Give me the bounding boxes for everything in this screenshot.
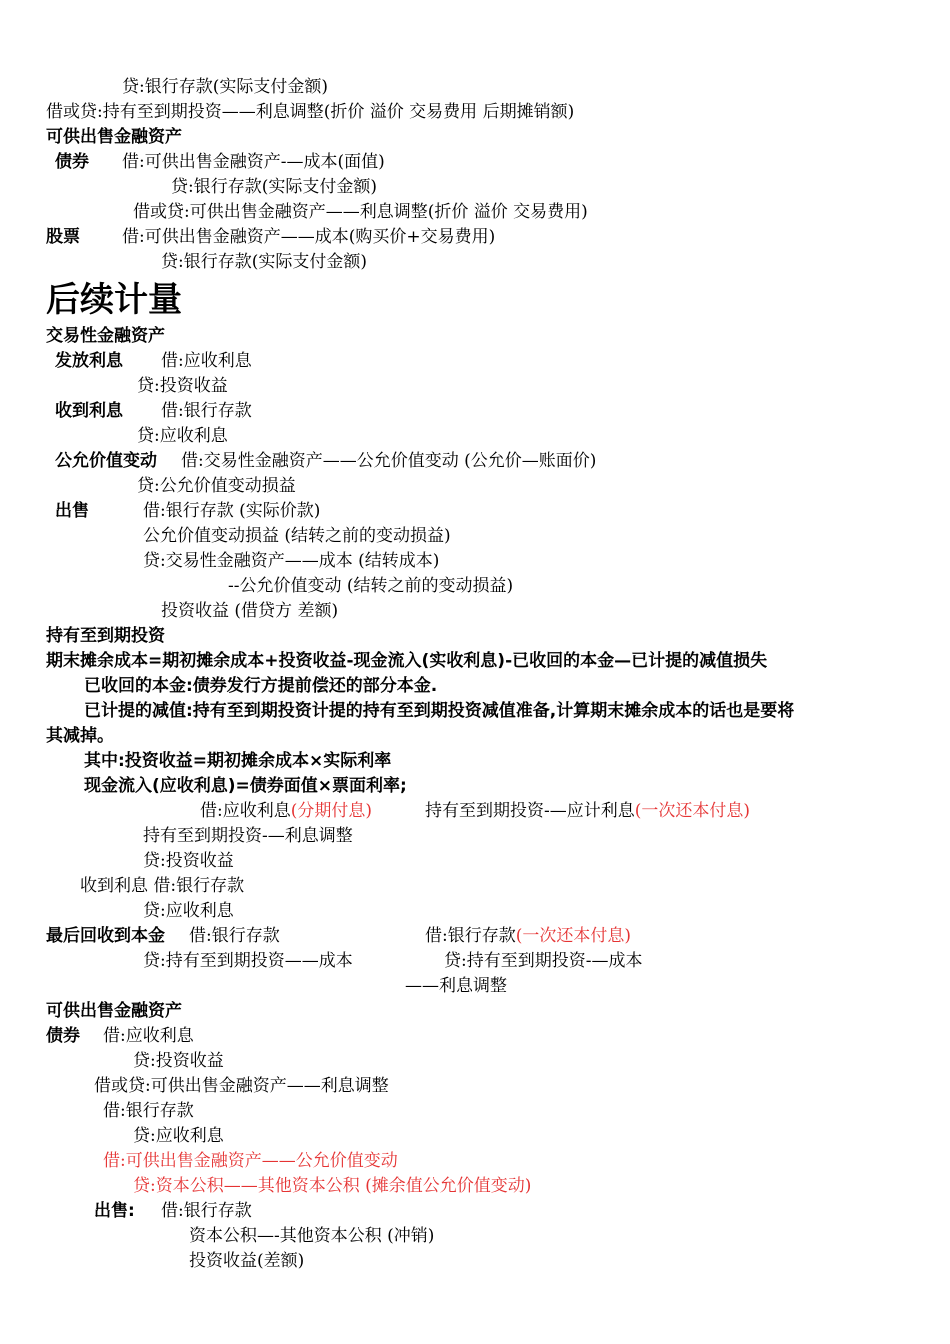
section-title-htm-investment: 持有至到期投资 — [46, 626, 165, 646]
entry-afs-interest-adjustment: 借或贷:可供出售金融资产——利息调整(折价 溢价 交易费用) — [133, 202, 588, 222]
entry-debit-trading-fair-value: 借:交易性金融资产——公允价值变动 (公允价—账面价) — [181, 451, 597, 471]
entry-credit-trading-cost: 贷:交易性金融资产——成本 (结转成本) — [143, 551, 440, 571]
entry-debit-bank-deposit-actual: 借:银行存款 (实际价款) — [143, 501, 321, 521]
entry-credit-fair-value-gain-loss: 贷:公允价值变动损益 — [137, 476, 296, 496]
entry-text: 持有至到期投资-—应计利息 — [425, 801, 635, 821]
entry-credit-capital-reserve: 贷:资本公积——其他资本公积 (摊余值公允价值变动) — [133, 1176, 532, 1196]
entry-credit-investment-income: 贷:投资收益 — [143, 851, 234, 871]
entry-debit-bank-deposit: 借:银行存款 — [103, 1101, 194, 1121]
entry-text: 借:银行存款 — [425, 926, 516, 946]
formula-cash-inflow: 现金流入(应收利息)=债券面值×票面利率; — [84, 776, 407, 796]
entry-credit-interest-receivable: 贷:应收利息 — [133, 1126, 224, 1146]
entry-debit-interest-receivable: 借:应收利息 — [103, 1026, 194, 1046]
label-sale: 出售 — [55, 501, 89, 521]
section-title-trading-assets: 交易性金融资产 — [46, 326, 165, 346]
heading-subsequent-measurement: 后续计量 — [46, 280, 182, 320]
entry-interest-adjustment: 借或贷:持有至到期投资——利息调整(折价 溢价 交易费用 后期摊销额) — [46, 102, 575, 122]
entry-htm-accrued-interest — [425, 799, 750, 823]
note-installment-interest: (分期付息) — [290, 801, 372, 821]
entry-fair-value-gain-loss-transfer: 公允价值变动损益 (结转之前的变动损益) — [143, 526, 451, 546]
label-final-principal-recovery: 最后回收到本金 — [46, 926, 165, 946]
label-stock: 股票 — [46, 227, 80, 247]
entry-credit-interest-receivable: 贷:应收利息 — [143, 901, 234, 921]
entry-debit-afs-cost-purchase: 借:可供出售金融资产——成本(购买价+交易费用) — [122, 227, 496, 247]
entry-interest-received-debit-bank: 收到利息 借:银行存款 — [80, 876, 245, 896]
entry-htm-interest-adjustment: 持有至到期投资-—利息调整 — [143, 826, 353, 846]
entry-credit-bank-deposit: 贷:银行存款(实际支付金额) — [171, 177, 377, 197]
note-impairment-cont: 其减掉。 — [46, 726, 114, 746]
entry-investment-income-difference: 投资收益 (借贷方 差额) — [161, 601, 339, 621]
section-title-afs-assets: 可供出售金融资产 — [46, 1001, 182, 1021]
note-impairment: 已计提的减值:持有至到期投资计提的持有至到期投资减值准备,计算期末摊余成本的话也是要将 — [84, 701, 795, 721]
entry-debit-bank-deposit: 借:银行存款 — [161, 401, 252, 421]
formula-amortized-cost: 期末摊余成本=期初摊余成本+投资收益-现金流入(实收利息)-已收回的本金—已计提的减值损失 — [46, 651, 768, 671]
label-bond: 债券 — [46, 1026, 80, 1046]
entry-credit-bank-deposit: 贷:银行存款(实际支付金额) — [122, 77, 328, 97]
formula-investment-income: 其中:投资收益=期初摊余成本×实际利率 — [84, 751, 392, 771]
entry-debit-afs-fair-value: 借:可供出售金融资产——公允价值变动 — [103, 1151, 398, 1171]
entry-credit-interest-receivable: 贷:应收利息 — [137, 426, 228, 446]
entry-debit-bank-deposit-lump — [425, 924, 631, 948]
label-bond: 债券 — [55, 152, 89, 172]
entry-debit-bank-deposit: 借:银行存款 — [189, 926, 280, 946]
entry-debit-interest-receivable: 借:应收利息 — [161, 351, 252, 371]
label-interest-received: 收到利息 — [55, 401, 123, 421]
entry-debit-interest-receivable — [200, 799, 372, 823]
entry-credit-investment-income: 贷:投资收益 — [137, 376, 228, 396]
entry-investment-income-difference: 投资收益(差额) — [189, 1251, 305, 1271]
entry-credit-investment-income: 贷:投资收益 — [133, 1051, 224, 1071]
entry-afs-interest-adjustment: 借或贷:可供出售金融资产——利息调整 — [94, 1076, 389, 1096]
entry-capital-reserve-reversal: 资本公积—-其他资本公积 (冲销) — [189, 1226, 435, 1246]
entry-credit-htm-cost-lump: 贷:持有至到期投资-—成本 — [444, 951, 643, 971]
entry-debit-afs-cost: 借:可供出售金融资产-—成本(面值) — [122, 152, 385, 172]
entry-credit-bank-deposit: 贷:银行存款(实际支付金额) — [161, 252, 367, 272]
entry-credit-htm-cost: 贷:持有至到期投资——成本 — [143, 951, 353, 971]
entry-interest-adjustment-lump: ——利息调整 — [405, 976, 507, 996]
note-lump-sum-repayment: (一次还本付息) — [515, 926, 631, 946]
entry-debit-bank-deposit: 借:银行存款 — [161, 1201, 252, 1221]
label-fair-value-change: 公允价值变动 — [55, 451, 157, 471]
label-interest-declared: 发放利息 — [55, 351, 123, 371]
note-principal-recovered: 已收回的本金:债券发行方提前偿还的部分本金. — [84, 676, 438, 696]
note-lump-sum-repayment: (一次还本付息) — [634, 801, 751, 821]
section-title-afs-assets: 可供出售金融资产 — [46, 127, 182, 147]
entry-credit-fair-value-change: --公允价值变动 (结转之前的变动损益) — [228, 576, 514, 596]
label-sale: 出售: — [94, 1201, 135, 1221]
entry-text: 借:应收利息 — [200, 801, 291, 821]
